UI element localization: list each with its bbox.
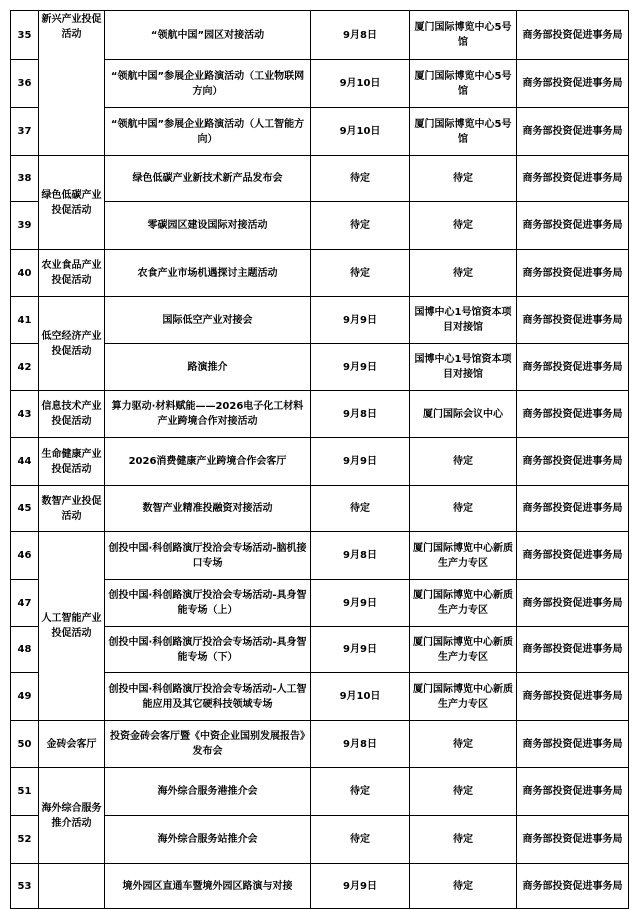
row-number: 52: [11, 816, 39, 864]
organizer: 商务部投资促进事务局: [517, 60, 629, 108]
event-name: 绿色低碳产业新技术新产品发布会: [105, 156, 311, 202]
event-venue: 待定: [410, 156, 517, 202]
row-number: 43: [11, 391, 39, 438]
event-name: “领航中国”园区对接活动: [105, 11, 311, 60]
event-date: 9月9日: [311, 297, 410, 344]
organizer: 商务部投资促进事务局: [517, 673, 629, 721]
event-date: 待定: [311, 486, 410, 532]
event-date: 待定: [311, 768, 410, 816]
table-row: [11, 156, 629, 202]
event-venue: 待定: [410, 250, 517, 297]
event-name: “领航中国”参展企业路演活动（工业物联网方向）: [105, 60, 311, 108]
row-number: 40: [11, 250, 39, 297]
organizer: 商务部投资促进事务局: [517, 156, 629, 202]
row-number: 41: [11, 297, 39, 344]
event-venue: 待定: [410, 864, 517, 909]
event-venue: 待定: [410, 486, 517, 532]
event-venue: 待定: [410, 721, 517, 768]
row-number: 46: [11, 532, 39, 580]
organizer: 商务部投资促进事务局: [517, 816, 629, 864]
event-date: 待定: [311, 250, 410, 297]
row-number: 48: [11, 627, 39, 673]
event-date: 9月9日: [311, 580, 410, 627]
event-venue: 厦门国际博览中心新质生产力专区: [410, 580, 517, 627]
category-cell: 低空经济产业投促活动: [39, 297, 105, 391]
table-row: [11, 250, 629, 297]
event-name: 海外综合服务站推介会: [105, 816, 311, 864]
organizer: 商务部投资促进事务局: [517, 486, 629, 532]
row-number: 53: [11, 864, 39, 909]
row-number: 47: [11, 580, 39, 627]
row-number: 37: [11, 108, 39, 156]
event-name: 创投中国·科创路演厅投洽会专场活动-脑机接口专场: [105, 532, 311, 580]
event-name: 国际低空产业对接会: [105, 297, 311, 344]
event-date: 待定: [311, 816, 410, 864]
table-row: [11, 486, 629, 532]
table-row: [11, 721, 629, 768]
organizer: 商务部投资促进事务局: [517, 864, 629, 909]
category-cell: 绿色低碳产业投促活动: [39, 156, 105, 250]
row-number: 49: [11, 673, 39, 721]
category-cell: 人工智能产业投促活动: [39, 532, 105, 721]
organizer: 商务部投资促进事务局: [517, 202, 629, 250]
event-date: 9月9日: [311, 864, 410, 909]
event-date: 9月10日: [311, 60, 410, 108]
row-number: 44: [11, 438, 39, 486]
event-name: 2026消费健康产业跨境合作会客厅: [105, 438, 311, 486]
event-venue: 待定: [410, 768, 517, 816]
event-name: 创投中国·科创路演厅投洽会专场活动-人工智能应用及其它硬科技领域专场: [105, 673, 311, 721]
row-number: 51: [11, 768, 39, 816]
event-date: 9月10日: [311, 673, 410, 721]
event-date: 9月8日: [311, 721, 410, 768]
event-venue: 厦门国际博览中心5号馆: [410, 108, 517, 156]
row-number: 36: [11, 60, 39, 108]
table-row: [11, 297, 629, 344]
event-name: 创投中国·科创路演厅投洽会专场活动-具身智能专场（下）: [105, 627, 311, 673]
event-date: 9月9日: [311, 438, 410, 486]
category-cell: 海外综合服务推介活动: [39, 768, 105, 864]
organizer: 商务部投资促进事务局: [517, 11, 629, 60]
organizer: 商务部投资促进事务局: [517, 250, 629, 297]
event-name: 算力驱动·材料赋能——2026电子化工材料产业跨境合作对接活动: [105, 391, 311, 438]
event-name: 投资金砖会客厅暨《中资企业国别发展报告》发布会: [105, 721, 311, 768]
event-name: 零碳园区建设国际对接活动: [105, 202, 311, 250]
event-name: 境外园区直通车暨境外园区路演与对接: [105, 864, 311, 909]
event-date: 待定: [311, 156, 410, 202]
organizer: 商务部投资促进事务局: [517, 438, 629, 486]
row-number: 35: [11, 11, 39, 60]
event-date: 9月9日: [311, 344, 410, 391]
table-row: [11, 438, 629, 486]
organizer: 商务部投资促进事务局: [517, 344, 629, 391]
event-venue: 厦门国际会议中心: [410, 391, 517, 438]
event-date: 待定: [311, 202, 410, 250]
event-name: “领航中国”参展企业路演活动（人工智能方向）: [105, 108, 311, 156]
organizer: 商务部投资促进事务局: [517, 532, 629, 580]
category-cell: 金砖会客厅: [39, 721, 105, 768]
category-cell: 生命健康产业投促活动: [39, 438, 105, 486]
category-cell: 新兴产业投促活动: [39, 11, 105, 156]
event-venue: 待定: [410, 816, 517, 864]
event-name: 数智产业精准投融资对接活动: [105, 486, 311, 532]
event-date: 9月8日: [311, 532, 410, 580]
category-cell: 农业食品产业投促活动: [39, 250, 105, 297]
event-name: 创投中国·科创路演厅投洽会专场活动-具身智能专场（上）: [105, 580, 311, 627]
event-venue: 厦门国际博览中心5号馆: [410, 11, 517, 60]
event-name: 农食产业市场机遇探讨主题活动: [105, 250, 311, 297]
category-cell: 数智产业投促活动: [39, 486, 105, 532]
event-date: 9月9日: [311, 627, 410, 673]
event-date: 9月8日: [311, 11, 410, 60]
row-number: 38: [11, 156, 39, 202]
event-name: 路演推介: [105, 344, 311, 391]
event-venue: 国博中心1号馆资本项目对接馆: [410, 344, 517, 391]
organizer: 商务部投资促进事务局: [517, 580, 629, 627]
category-cell: 信息技术产业投促活动: [39, 391, 105, 438]
event-venue: 待定: [410, 438, 517, 486]
row-number: 39: [11, 202, 39, 250]
event-venue: 厦门国际博览中心新质生产力专区: [410, 673, 517, 721]
event-venue: 厦门国际博览中心5号馆: [410, 60, 517, 108]
row-number: 42: [11, 344, 39, 391]
table-row: [11, 11, 629, 60]
row-number: 50: [11, 721, 39, 768]
table-row: [11, 864, 629, 909]
event-name: 海外综合服务港推介会: [105, 768, 311, 816]
event-venue: 待定: [410, 202, 517, 250]
organizer: 商务部投资促进事务局: [517, 297, 629, 344]
category-cell-empty: [39, 864, 105, 909]
organizer: 商务部投资促进事务局: [517, 768, 629, 816]
event-venue: 国博中心1号馆资本项目对接馆: [410, 297, 517, 344]
event-date: 9月10日: [311, 108, 410, 156]
event-date: 9月8日: [311, 391, 410, 438]
table-row: [11, 391, 629, 438]
table-row: [11, 532, 629, 580]
organizer: 商务部投资促进事务局: [517, 108, 629, 156]
organizer: 商务部投资促进事务局: [517, 391, 629, 438]
event-schedule-table: [10, 10, 629, 909]
event-venue: 厦门国际博览中心新质生产力专区: [410, 532, 517, 580]
organizer: 商务部投资促进事务局: [517, 721, 629, 768]
table-row: [11, 768, 629, 816]
event-venue: 厦门国际博览中心新质生产力专区: [410, 627, 517, 673]
organizer: 商务部投资促进事务局: [517, 627, 629, 673]
row-number: 45: [11, 486, 39, 532]
